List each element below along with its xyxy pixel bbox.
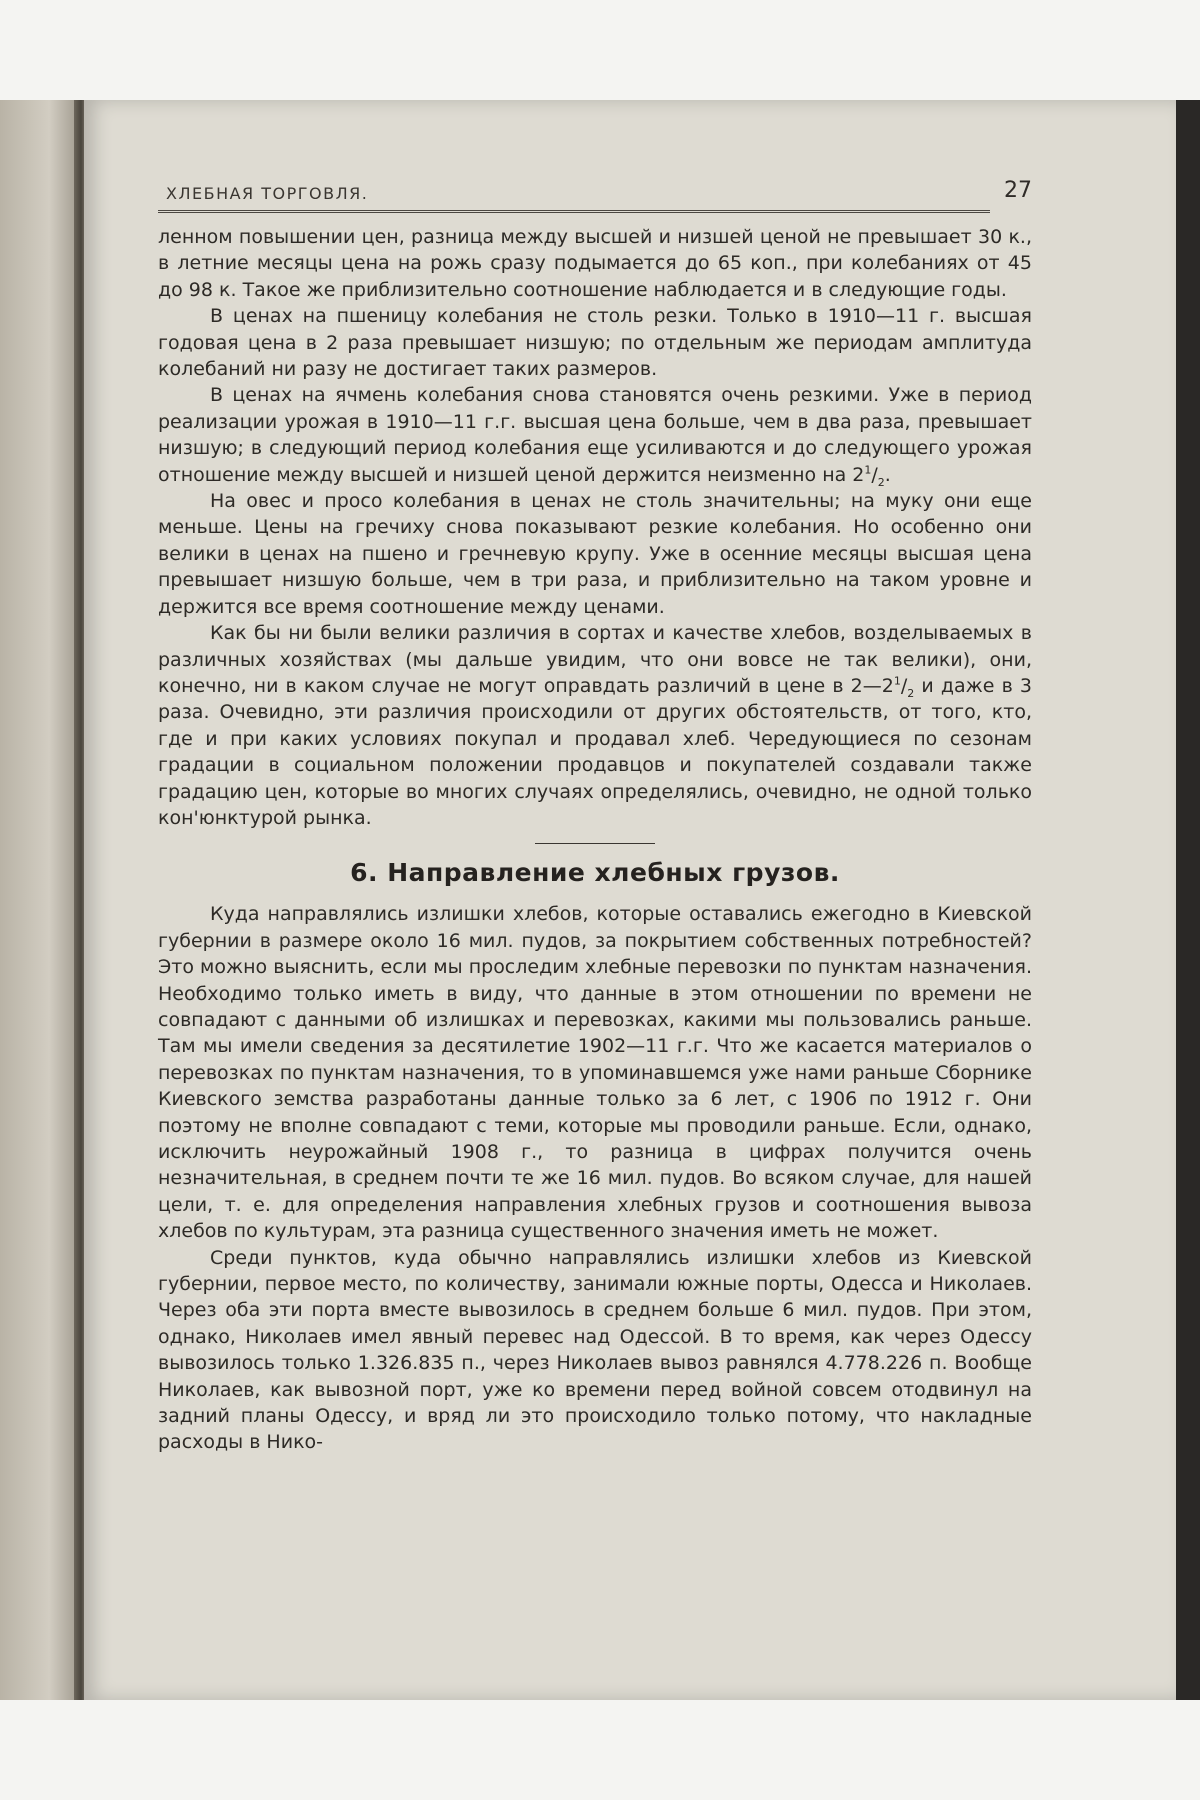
- paragraph-text: В ценах на ячмень колебания снова становятся очень резкими. Уже в период реализации урожая в 1910—11 г.г. высшая цена больше, чем в два раза, превышает низшую; в следующий период колебания еще усиливаются и до следующего урожая отношение между высшей и низшей ценой держится неизменно на 2: [158, 384, 1032, 486]
- paragraph-text: Как бы ни были велики различия в сортах и качестве хлебов, возделываемых в различных хозяйствах (мы дальше увидим, что они вовсе не так велики), они, конечно, ни в каком случае не могут оправдать различий в цене в 2—2: [158, 622, 1032, 697]
- fraction-numerator: 1: [893, 674, 901, 688]
- running-head-title: ХЛЕБНАЯ ТОРГОВЛЯ.: [166, 184, 369, 203]
- fraction-denominator: 2: [877, 475, 885, 489]
- running-head: [158, 178, 1032, 218]
- running-head-rule: [158, 210, 990, 213]
- background-right-edge: [1176, 100, 1200, 1700]
- paragraph: ленном повышении цен, разница между высшей и низшей ценой не превышает 30 к., в летние месяцы цена на рожь сразу подымается до 65 коп., при колебаниях от 45 до 98 к. Такое же приблизительно соотношение наблюдается и в следующие годы.: [158, 226, 1032, 301]
- section-divider: [535, 843, 655, 844]
- facing-page-edge: [0, 100, 82, 1700]
- page-number: 27: [1004, 178, 1032, 203]
- paragraph-text: Очевидно, эти различия происходили от других обстоятельств, от того, кто, где и при каких условиях покупал и продавал хлеб. Чередующиеся по сезонам градации в социальном положении продавцов и покупателей создавали также градацию цен, которые во многих случаях определялись, очевидно, не одной только кон'юнктурой рынка.: [158, 701, 1032, 829]
- sentence-end: .: [884, 463, 891, 486]
- page-content: [158, 178, 1032, 1456]
- background-top: [0, 0, 1200, 100]
- paragraph: На овес и просо колебания в ценах не столь значительны; на муку они еще меньше. Цены на гречиху снова показывают резкие колебания. Но особенно они велики в ценах на пшено и гречневую крупу. Уже в осенние месяцы высшая цена превышает низшую больше, чем в три раза, и приблизительно на таком уровне и держится все время соотношение между ценами.: [158, 490, 1032, 618]
- body-text-top: [158, 224, 1032, 831]
- paragraph: Куда направлялись излишки хлебов, которые оставались ежегодно в Киевской губернии в размере около 16 мил. пудов, за покрытием собственных потребностей? Это можно выяснить, если мы проследим хлебные перевозки по пунктам назначения. Необходимо только иметь в виду, что данные в этом отношении по времени не совпадают с данными об излишках и перевозках, какими мы пользовались раньше. Там мы имели сведения за десятилетие 1902—11 г.г. Что же касается материалов о перевозках по пунктам назначения, то в упоминавшемся уже нами раньше Сборнике Киевского земства разработаны данные только за 6 лет, с 1906 по 1912 г. Они поэтому не вполне совпадают с теми, которые мы проводили раньше. Если, однако, исключить неурожайный 1908 г., то разница в цифрах получится очень незначительная, в среднем почти те же 16 мил. пудов. Во всяком случае, для нашей цели, т. е. для определения направления хлебных грузов и соотношения вывоза хлебов по культурам, эта разница существенного значения иметь не может.: [158, 903, 1032, 1243]
- background-bottom: [0, 1700, 1200, 1800]
- paragraph: В ценах на ячмень колебания снова становятся очень резкими. Уже в период реализации урожая в 1910—11 г.г. высшая цена больше, чем в два раза, превышает низшую; в следующий период колебания еще усиливаются и до следующего урожая отношение между высшей и низшей ценой держится неизменно на $2^1/_2$.: [158, 384, 1032, 489]
- paragraph: В ценах на пшеницу колебания не столь резки. Только в 1910—11 г. высшая годовая цена в 2 раза превышает низшую; по отдельным же периодам амплитуда колебаний ни разу не достигает таких размеров.: [158, 305, 1032, 381]
- section-heading: 6. Направление хлебных грузов.: [350, 858, 840, 888]
- paragraph: Как бы ни были велики различия в сортах и качестве хлебов, возделываемых в различных хозяйствах (мы дальше увидим, что они вовсе не так велики), они, конечно, ни в каком случае не могут оправдать различий в цене в $2—2^1/_2$ и даже в 3 раза. Очевидно, эти различия происходили от других обстоятельств, от того, кто, где и при каких условиях покупал и продавал хлеб. Чередующиеся по сезонам градации в социальном положении продавцов и покупателей создавали также градацию цен, которые во многих случаях определялись, очевидно, не одной только кон'юнктурой рынка.: [158, 622, 1032, 829]
- paragraph: Среди пунктов, куда обычно направлялись излишки хлебов из Киевской губернии, первое место, по количеству, занимали южные порты, Одесса и Николаев. Через оба эти порта вместе вывозилось в среднем больше 6 мил. пудов. При этом, однако, Николаев имел явный перевес над Одессой. В то время, как через Одессу вывозилось только 1.326.835 п., через Николаев вывоз равнялся 4.778.226 п. Вообще Николаев, как вывозной порт, уже ко времени перед войной совсем отодвинул на задний планы Одессу, и вряд ли это происходило только потому, что накладные расходы в Нико-: [158, 1246, 1032, 1454]
- fraction-numerator: 1: [864, 463, 872, 477]
- fraction-denominator: 2: [907, 686, 915, 700]
- paragraph-text: и даже в 3 раза.: [158, 674, 1032, 724]
- body-text-bottom: [158, 901, 1032, 1456]
